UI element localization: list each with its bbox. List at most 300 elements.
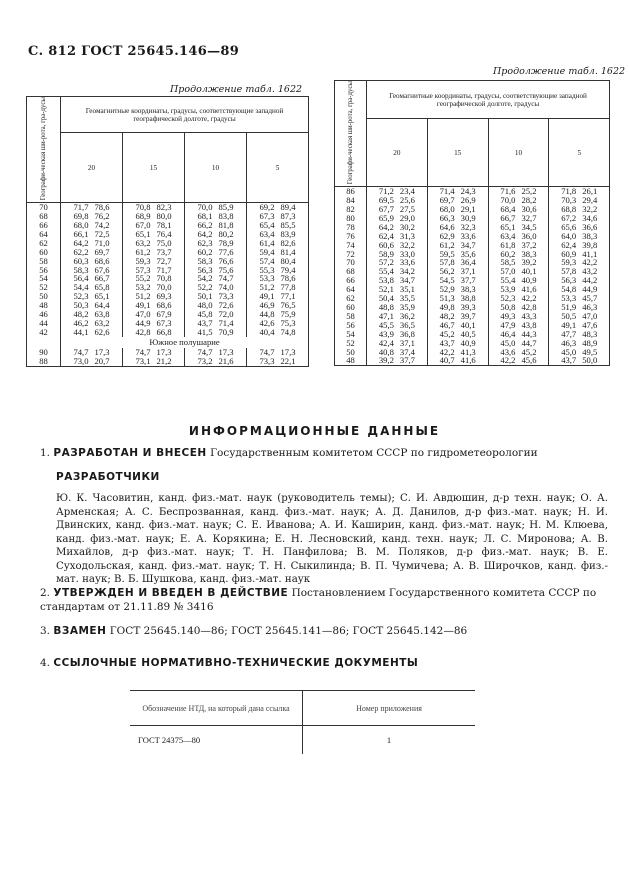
value-cell: 59,3 [123,257,154,266]
value-cell: 65,6 [549,223,579,232]
value-cell: 57,3 [123,266,154,275]
value-cell: 70,0 [488,196,518,205]
value-cell: 63,2 [123,239,154,248]
value-cell: 45,2 [427,330,457,339]
value-cell: 75,9 [278,310,309,319]
value-cell: 21,6 [216,357,247,366]
value-cell: 69,7 [92,248,123,257]
value-cell: 45,8 [185,310,216,319]
value-cell: 47,0 [123,310,154,319]
value-cell: 25,2 [518,187,548,196]
value-cell: 42,2 [488,356,518,365]
item-number: 4. [40,657,51,669]
value-cell: 61,8 [488,241,518,250]
value-cell: 71,7 [154,266,185,275]
value-cell: 60,2 [488,250,518,259]
value-cell: 70,8 [123,203,154,212]
table-row [335,356,610,365]
value-cell: 71,0 [92,239,123,248]
value-cell: 64,0 [549,232,579,241]
value-cell: 30,2 [397,223,427,232]
value-cell: 39,3 [458,303,488,312]
value-cell: 73,3 [247,357,278,366]
value-cell: 51,9 [549,303,579,312]
value-cell: 36,0 [518,232,548,241]
value-cell: 35,6 [458,250,488,259]
latitude-cell: 62 [335,294,367,303]
coordinates-table-left [26,96,309,367]
value-cell: 50,5 [549,312,579,321]
value-cell: 43,7 [549,356,579,365]
value-cell: 74,7 [185,348,216,357]
value-cell: 81,8 [216,221,247,230]
value-cell: 71,7 [61,203,92,212]
value-cell: 37,4 [397,348,427,357]
value-cell: 76,5 [278,301,309,310]
value-cell: 47,0 [579,312,609,321]
value-cell: 51,2 [123,292,154,301]
value-cell: 64,6 [427,223,457,232]
latitude-cell: 54 [27,274,61,283]
value-cell: 62,6 [92,328,123,337]
value-cell: 40,4 [247,328,278,337]
value-cell: 66,1 [61,230,92,239]
value-cell: 65,4 [247,221,278,230]
value-cell: 54,5 [427,276,457,285]
value-cell: 41,3 [458,348,488,357]
info-item-4 [40,656,418,670]
longitude-header: 15 [123,133,185,203]
ref-document: ГОСТ 24375—80 [138,735,201,745]
value-cell: 73,7 [154,248,185,257]
value-cell: 53,9 [488,285,518,294]
value-cell: 39,7 [458,312,488,321]
latitude-cell: 54 [335,330,367,339]
value-cell: 17,3 [278,348,309,357]
value-cell: 51,2 [247,283,278,292]
value-cell: 17,3 [216,348,247,357]
value-cell: 55,4 [367,267,397,276]
value-cell: 62,9 [427,232,457,241]
value-cell: 17,3 [92,348,123,357]
value-cell: 32,7 [518,214,548,223]
value-cell: 67,9 [154,310,185,319]
value-cell: 74,7 [123,348,154,357]
value-cell: 38,8 [458,294,488,303]
value-cell: 66,8 [154,328,185,337]
latitude-cell: 64 [335,285,367,294]
value-cell: 40,5 [458,330,488,339]
value-cell: 83,9 [278,230,309,239]
value-cell: 41,6 [458,356,488,365]
value-cell: 78,1 [154,221,185,230]
value-cell: 22,1 [278,357,309,366]
value-cell: 83,8 [216,212,247,221]
value-cell: 82,6 [278,239,309,248]
latitude-cell: 52 [27,283,61,292]
value-cell: 37,7 [458,276,488,285]
value-cell: 43,7 [185,319,216,328]
value-cell: 53,8 [367,276,397,285]
value-cell: 68,0 [427,205,457,214]
value-cell: 49,8 [427,303,457,312]
value-cell: 68,0 [61,221,92,230]
latitude-cell: 82 [335,205,367,214]
latitude-cell: 50 [335,348,367,357]
value-cell: 43,8 [518,321,548,330]
geomagnetic-header: Геомагнитные координаты, градусы, соответствующие западной географической долготе, градусы [61,97,309,133]
value-cell: 34,2 [397,267,427,276]
value-cell: 52,3 [488,294,518,303]
value-cell: 70,0 [154,283,185,292]
value-cell: 50,3 [61,301,92,310]
value-cell: 38,3 [518,250,548,259]
value-cell: 35,1 [397,285,427,294]
latitude-cell: 58 [27,257,61,266]
value-cell: 77,8 [278,283,309,292]
value-cell: 77,6 [216,248,247,257]
value-cell: 70,9 [216,328,247,337]
value-cell: 36,4 [458,258,488,267]
latitude-cell: 64 [27,230,61,239]
latitude-cell: 66 [335,276,367,285]
value-cell: 29,4 [579,196,609,205]
value-cell: 74,2 [92,221,123,230]
value-cell: 57,0 [488,267,518,276]
value-cell: 48,0 [185,301,216,310]
value-cell: 56,3 [549,276,579,285]
value-cell: 43,7 [427,339,457,348]
value-cell: 54,8 [549,285,579,294]
latitude-cell: 60 [335,303,367,312]
value-cell: 53,3 [247,274,278,283]
value-cell: 72,5 [92,230,123,239]
value-cell: 37,2 [518,241,548,250]
value-cell: 82,3 [154,203,185,212]
latitude-cell: 60 [27,248,61,257]
value-cell: 72,6 [216,301,247,310]
value-cell: 44,2 [579,276,609,285]
value-cell: 57,8 [427,258,457,267]
value-cell: 61,2 [427,241,457,250]
page-header: С. 812 ГОСТ 25645.146—89 [28,44,240,59]
value-cell: 39,2 [367,356,397,365]
value-cell: 60,3 [61,257,92,266]
value-cell: 49,5 [579,348,609,357]
value-cell: 74,7 [216,274,247,283]
item-heading: ССЫЛОЧНЫЕ НОРМАТИВНО-ТЕХНИЧЕСКИЕ ДОКУМЕНТЫ [53,657,419,669]
value-cell: 30,9 [458,214,488,223]
value-cell: 58,3 [185,257,216,266]
latitude-cell: 62 [27,239,61,248]
latitude-cell: 58 [335,312,367,321]
value-cell: 31,3 [397,232,427,241]
value-cell: 17,3 [154,348,185,357]
item-heading: РАЗРАБОТАН И ВНЕСЕН [53,447,207,459]
value-cell: 44,7 [518,339,548,348]
value-cell: 85,5 [278,221,309,230]
value-cell: 38,3 [458,285,488,294]
value-cell: 53,2 [123,283,154,292]
value-cell: 29,1 [458,205,488,214]
latitude-cell: 78 [335,223,367,232]
value-cell: 49,3 [488,312,518,321]
value-cell: 64,2 [367,223,397,232]
value-cell: 60,9 [549,250,579,259]
value-cell: 39,8 [579,241,609,250]
value-cell: 46,3 [549,339,579,348]
value-cell: 74,8 [278,328,309,337]
value-cell: 63,2 [92,319,123,328]
value-cell: 68,1 [185,212,216,221]
value-cell: 73,1 [123,357,154,366]
value-cell: 37,1 [397,339,427,348]
value-cell: 56,4 [61,274,92,283]
value-cell: 69,5 [367,196,397,205]
value-cell: 40,8 [367,348,397,357]
value-cell: 48,9 [579,339,609,348]
value-cell: 48,2 [427,312,457,321]
value-cell: 42,6 [247,319,278,328]
value-cell: 56,3 [185,266,216,275]
value-cell: 36,6 [579,223,609,232]
value-cell: 50,0 [579,356,609,365]
value-cell: 68,4 [488,205,518,214]
value-cell: 69,2 [247,203,278,212]
ref-col-document: Обозначение НТД, на который дана ссылка [130,691,303,726]
value-cell: 65,9 [367,214,397,223]
value-cell: 45,0 [549,348,579,357]
value-cell: 70,0 [185,203,216,212]
value-cell: 42,8 [518,303,548,312]
value-cell: 36,5 [397,321,427,330]
value-cell: 78,6 [278,274,309,283]
value-cell: 45,7 [579,294,609,303]
value-cell: 85,9 [216,203,247,212]
value-cell: 66,3 [427,214,457,223]
value-cell: 45,6 [518,356,548,365]
value-cell: 60,2 [185,248,216,257]
value-cell: 72,0 [216,310,247,319]
latitude-cell: 56 [335,321,367,330]
value-cell: 68,6 [92,257,123,266]
south-hemisphere-label: Южное полушарие [61,337,309,348]
value-cell: 55,3 [247,266,278,275]
latitude-cell: 46 [27,310,61,319]
value-cell: 76,6 [216,257,247,266]
value-cell: 36,2 [397,312,427,321]
value-cell: 56,2 [427,267,457,276]
value-cell: 61,4 [247,239,278,248]
value-cell: 67,7 [367,205,397,214]
value-cell: 40,9 [458,339,488,348]
value-cell: 74,0 [216,283,247,292]
value-cell: 62,2 [61,248,92,257]
value-cell: 52,9 [427,285,457,294]
value-cell: 52,1 [367,285,397,294]
value-cell: 30,6 [518,205,548,214]
value-cell: 41,6 [518,285,548,294]
latitude-cell: 86 [335,187,367,196]
value-cell: 41,5 [185,328,216,337]
value-cell: 59,4 [247,248,278,257]
value-cell: 46,7 [427,321,457,330]
value-cell: 75,6 [216,266,247,275]
item-text: ГОСТ 25645.140—86; ГОСТ 25645.141—86; ГОСТ 25645.142—86 [109,625,468,637]
value-cell: 44,9 [579,285,609,294]
value-cell: 64,2 [185,230,216,239]
item-heading: УТВЕРЖДЕН И ВВЕДЕН В ДЕЙСТВИЕ [53,587,289,599]
value-cell: 68,8 [549,205,579,214]
value-cell: 24,3 [458,187,488,196]
value-cell: 58,9 [367,250,397,259]
value-cell: 78,6 [92,203,123,212]
table-row [27,328,309,337]
value-cell: 75,3 [278,319,309,328]
ref-col-appendix: Номер приложения [303,691,476,726]
value-cell: 46,2 [61,319,92,328]
value-cell: 67,2 [549,214,579,223]
longitude-header: 10 [185,133,247,203]
value-cell: 38,3 [579,232,609,241]
value-cell: 47,6 [579,321,609,330]
value-cell: 40,9 [518,276,548,285]
value-cell: 65,1 [488,223,518,232]
longitude-header: 15 [427,119,488,187]
value-cell: 73,3 [216,292,247,301]
latitude-header: Географи-ческая ши-рота, гра-дусы [27,97,61,203]
value-cell: 80,0 [154,212,185,221]
value-cell: 48,3 [579,330,609,339]
value-cell: 72,7 [154,257,185,266]
value-cell: 59,3 [549,258,579,267]
latitude-cell: 48 [335,356,367,365]
table-continuation-left: Продолжение табл. 1622 [170,84,303,95]
value-cell: 73,0 [61,357,92,366]
value-cell: 44,1 [61,328,92,337]
value-cell: 34,5 [518,223,548,232]
value-cell: 68,9 [123,212,154,221]
value-cell: 45,2 [518,348,548,357]
value-cell: 69,7 [427,196,457,205]
value-cell: 32,2 [579,205,609,214]
value-cell: 62,3 [185,239,216,248]
value-cell: 25,6 [397,196,427,205]
value-cell: 60,6 [367,241,397,250]
value-cell: 71,6 [488,187,518,196]
longitude-header: 5 [247,133,309,203]
value-cell: 42,4 [367,339,397,348]
longitude-header: 20 [367,119,428,187]
coordinates-table-right [334,80,610,366]
value-cell: 58,5 [488,258,518,267]
value-cell: 51,3 [427,294,457,303]
item-number: 3. [40,625,51,637]
value-cell: 45,5 [367,321,397,330]
latitude-cell: 84 [335,196,367,205]
value-cell: 35,5 [397,294,427,303]
value-cell: 43,2 [579,267,609,276]
value-cell: 74,7 [247,348,278,357]
value-cell: 35,9 [397,303,427,312]
value-cell: 36,8 [397,330,427,339]
value-cell: 87,3 [278,212,309,221]
value-cell: 69,8 [61,212,92,221]
value-cell: 69,3 [154,292,185,301]
latitude-cell: 80 [335,214,367,223]
latitude-cell: 50 [27,292,61,301]
latitude-cell: 68 [27,212,61,221]
value-cell: 50,1 [185,292,216,301]
table-row [27,357,309,366]
value-cell: 58,3 [61,266,92,275]
latitude-cell: 74 [335,241,367,250]
info-item-1 [40,446,538,460]
value-cell: 63,4 [488,232,518,241]
developers-list: Ю. К. Часовитин, канд. физ.-мат. наук (руководитель темы); С. И. Авдюшин, д-р техн. наук; О. А. Арменская; А. С. Беспрозванная, канд. физ.-мат. наук; А. Д. Данилов, д-р физ.-мат. наук; Н. И. Двинских, канд. физ.-мат. наук; С. Е. Иванова; А. И. Каширин, канд. физ.-мат. наук; Н. М. Клюева, канд. физ.-мат. наук; Е. А. Корякина; Е. Н. Лесновский, канд. техн. наук; Л. С. Миронова; А. В. Михайлов, д-р физ.-мат. наук; Т. Н. Панфилова; В. М. Поляков, д-р физ.-мат. наук; В. Е. Суходольская, канд. физ.-мат. наук; Т. Н. Сыкилинда; В. П. Чумичева; А. В. Широчков, канд. физ.-мат. наук; В. Б. Шушкова, канд. физ.-мат. наук [56,493,608,585]
value-cell: 49,1 [247,292,278,301]
value-cell: 33,0 [397,250,427,259]
value-cell: 34,7 [397,276,427,285]
value-cell: 37,7 [397,356,427,365]
value-cell: 49,1 [549,321,579,330]
value-cell: 52,3 [61,292,92,301]
value-cell: 66,7 [488,214,518,223]
latitude-cell: 66 [27,221,61,230]
value-cell: 46,4 [488,330,518,339]
value-cell: 49,1 [123,301,154,310]
latitude-cell: 42 [27,328,61,337]
value-cell: 45,0 [488,339,518,348]
item-text: Постановлением Государственного комитета СССР по стандартам от 21.11.89 № 3416 [40,587,597,613]
value-cell: 57,8 [549,267,579,276]
value-cell: 40,7 [427,356,457,365]
latitude-cell: 52 [335,339,367,348]
value-cell: 42,8 [123,328,154,337]
developers-heading: РАЗРАБОТЧИКИ [56,471,160,483]
value-cell: 40,1 [458,321,488,330]
value-cell: 71,4 [216,319,247,328]
latitude-cell: 68 [335,267,367,276]
value-cell: 67,6 [92,266,123,275]
ref-appendix-number: 1 [303,726,476,755]
value-cell: 67,3 [247,212,278,221]
value-cell: 73,2 [185,357,216,366]
table-continuation-right: Продолжение табл. 1622 [493,66,626,77]
value-cell: 33,6 [458,232,488,241]
latitude-cell: 56 [27,266,61,275]
value-cell: 57,4 [247,257,278,266]
value-cell: 42,2 [579,258,609,267]
value-cell: 55,2 [123,274,154,283]
value-cell: 44,9 [123,319,154,328]
value-cell: 80,4 [278,257,309,266]
value-cell: 43,6 [488,348,518,357]
latitude-cell: 44 [27,319,61,328]
value-cell: 47,7 [549,330,579,339]
value-cell: 64,4 [92,301,123,310]
value-cell: 81,4 [278,248,309,257]
value-cell: 47,1 [367,312,397,321]
value-cell: 34,6 [579,214,609,223]
value-cell: 46,9 [247,301,278,310]
value-cell: 63,4 [247,230,278,239]
value-cell: 79,4 [278,266,309,275]
value-cell: 66,2 [185,221,216,230]
value-cell: 65,1 [123,230,154,239]
value-cell: 76,4 [154,230,185,239]
longitude-header: 5 [549,119,610,187]
